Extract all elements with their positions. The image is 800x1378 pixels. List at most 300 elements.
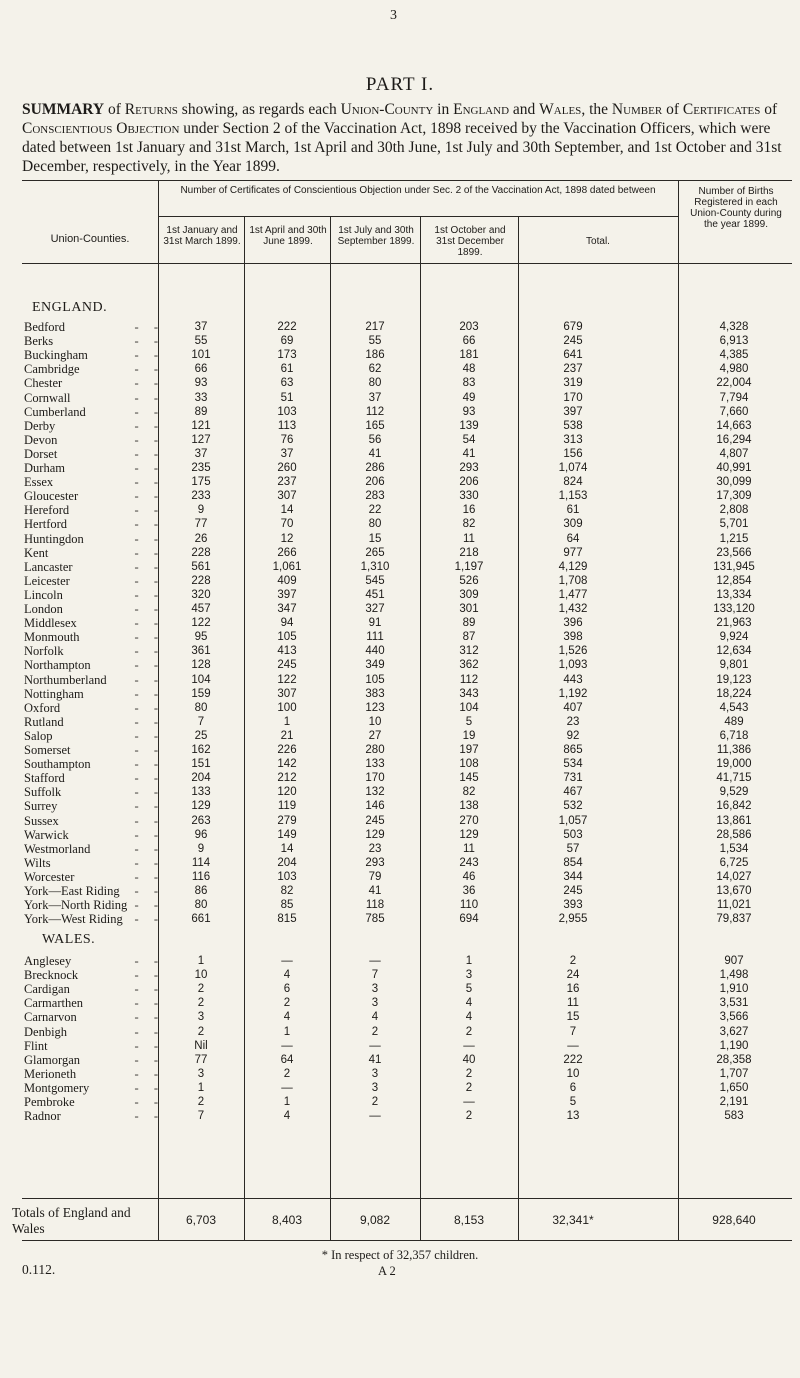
row-cell-births: 11,021: [716, 899, 752, 912]
row-cell-q3: 293: [365, 856, 385, 869]
row-cell-q1: 26: [194, 532, 208, 545]
row-cell-births: 17,309: [716, 490, 752, 503]
row-cell-births: 12,634: [716, 645, 752, 658]
row-cell-q1: 96: [194, 828, 208, 841]
row-cell-q3: 545: [365, 574, 385, 587]
row-leader-dashes: - -: [134, 320, 164, 334]
row-cell-q2: 94: [280, 617, 294, 630]
row-cell-q3: 785: [365, 913, 385, 926]
row-cell-births: 13,670: [716, 885, 752, 897]
row-cell-q4: 2: [465, 1067, 473, 1080]
row-cell-q4: 112: [459, 673, 479, 686]
row-leader-dashes: - -: [134, 446, 164, 461]
table-row: [22, 602, 792, 616]
row-union-county: York—West Riding: [24, 912, 123, 927]
row-cell-q3: 10: [368, 715, 382, 728]
row-cell-q1: 561: [191, 560, 211, 573]
row-cell-q1: 661: [191, 913, 211, 926]
row-leader-dashes: - -: [134, 362, 164, 377]
table-row: [22, 771, 792, 785]
row-cell-births: 4,328: [719, 321, 749, 333]
row-cell-births: 9,529: [719, 786, 749, 799]
row-leader-dashes: - -: [134, 954, 164, 968]
table-row: [22, 954, 792, 968]
row-cell-births: 9,924: [719, 631, 749, 644]
row-cell-q2: 37: [280, 447, 294, 460]
row-cell-q1: 2: [197, 1096, 205, 1108]
row-leader-dashes: - -: [134, 1066, 164, 1081]
row-cell-total: 1,153: [558, 490, 588, 503]
row-cell-total: 1,074: [558, 462, 588, 474]
row-cell-q2: 142: [277, 758, 297, 771]
row-leader-dashes: - -: [134, 348, 164, 363]
row-cell-q1: 2: [197, 1025, 205, 1038]
row-cell-births: 23,566: [716, 546, 752, 559]
row-cell-births: 9,801: [719, 659, 749, 672]
row-leader-dashes: - -: [134, 968, 164, 983]
row-cell-q3: 383: [365, 687, 385, 700]
row-cell-q1: 235: [191, 462, 211, 474]
row-cell-q2: 4: [283, 1110, 291, 1123]
row-cell-q3: 3: [371, 1067, 379, 1080]
row-leader-dashes: - -: [134, 517, 164, 532]
table-row: [22, 461, 792, 475]
table-row: [22, 870, 792, 884]
row-cell-births: 21,963: [716, 617, 752, 630]
row-cell-q1: 77: [194, 518, 208, 531]
row-leader-dashes: - -: [134, 644, 164, 659]
row-cell-total: 309: [563, 518, 583, 531]
row-cell-q3: 22: [368, 504, 382, 517]
row-cell-q3: 112: [365, 405, 385, 418]
row-cell-q2: 237: [277, 476, 297, 489]
row-leader-dashes: - -: [134, 602, 164, 616]
row-cell-q3: 132: [365, 786, 385, 799]
row-cell-total: 4,129: [558, 560, 588, 573]
row-cell-q3: 2: [371, 1096, 379, 1108]
summary-text-4: in: [433, 101, 454, 118]
row-cell-q4: 138: [459, 800, 479, 813]
row-cell-total: 344: [563, 870, 583, 883]
row-cell-q2: 1: [283, 1096, 291, 1108]
row-cell-q4: 40: [462, 1053, 476, 1066]
row-union-county: Hertford: [24, 517, 68, 532]
row-cell-q2: 279: [277, 814, 297, 827]
row-cell-q4: 694: [459, 913, 479, 926]
row-cell-q3: 41: [368, 1053, 382, 1066]
table-row: [22, 419, 792, 433]
row-cell-q3: 23: [368, 842, 382, 855]
row-cell-q2: 397: [277, 588, 297, 601]
row-leader-dashes: - -: [134, 982, 164, 997]
row-cell-total: 10: [566, 1067, 580, 1080]
row-cell-q1: 457: [191, 603, 211, 615]
row-union-county: Warwick: [24, 827, 69, 842]
row-union-county: Berks: [24, 334, 54, 349]
row-cell-q1: 89: [194, 405, 208, 418]
row-cell-q4: 93: [462, 405, 476, 418]
row-cell-q2: 260: [277, 462, 297, 474]
table-row: [22, 1067, 792, 1081]
row-cell-q2: 69: [280, 335, 294, 348]
row-leader-dashes: - -: [134, 1038, 164, 1053]
row-cell-q4: 82: [462, 786, 476, 799]
row-cell-total: 2: [569, 955, 577, 967]
row-cell-q4: 48: [462, 363, 476, 376]
row-cell-births: 7,794: [719, 391, 749, 404]
row-cell-births: 16,294: [716, 433, 752, 446]
summary-text-10: of: [662, 101, 683, 118]
table-row: [22, 560, 792, 574]
row-leader-dashes: - -: [134, 700, 164, 715]
header-group: Number of Certificates of Conscientious Objection under Sec. 2 of the Vaccination Act, 1898 dated between: [180, 185, 656, 196]
table-row: [22, 574, 792, 588]
totals-q2: 8,403: [271, 1213, 303, 1227]
row-cell-q4: 309: [459, 588, 479, 601]
row-cell-q4: 110: [459, 899, 479, 912]
row-cell-q3: 2: [371, 1025, 379, 1038]
row-union-county: Norfolk: [24, 644, 64, 659]
row-cell-births: 1,498: [719, 969, 749, 982]
row-cell-q4: 16: [462, 504, 476, 517]
row-cell-total: 1,057: [558, 814, 588, 827]
table-row: [22, 729, 792, 743]
row-cell-q3: 3: [371, 997, 379, 1010]
row-cell-q2: 120: [277, 786, 297, 799]
row-leader-dashes: - -: [134, 1024, 164, 1039]
table-row: [22, 757, 792, 771]
row-cell-q3: 105: [365, 673, 385, 686]
row-cell-q2: 103: [277, 870, 297, 883]
row-cell-q2: 85: [280, 899, 294, 912]
row-cell-q4: 87: [462, 631, 476, 644]
row-cell-births: 907: [724, 955, 744, 967]
row-cell-q3: 15: [368, 532, 382, 545]
table-row: [22, 1109, 792, 1123]
row-cell-births: 12,854: [716, 574, 752, 587]
row-cell-q1: 162: [191, 744, 211, 756]
row-cell-total: 1,093: [558, 659, 588, 672]
row-union-county: York—North Riding: [24, 898, 128, 913]
summary-lead: SUMMARY: [22, 101, 105, 118]
row-cell-q2: 1,061: [272, 560, 302, 573]
row-cell-q2: 21: [280, 729, 294, 742]
row-cell-total: 503: [563, 828, 583, 841]
row-cell-q4: 104: [459, 701, 479, 714]
row-union-county: Leicester: [24, 573, 70, 588]
row-cell-q1: 128: [191, 659, 211, 672]
row-cell-q3: 280: [365, 744, 385, 756]
row-cell-q2: 14: [280, 504, 294, 517]
row-cell-q1: 3: [197, 1011, 205, 1024]
row-cell-q2: 103: [277, 405, 297, 418]
row-cell-total: 16: [566, 983, 580, 996]
row-cell-q2: 1: [283, 715, 291, 728]
row-cell-q1: 114: [191, 856, 211, 869]
row-cell-q1: 361: [191, 645, 211, 658]
row-cell-q3: 123: [365, 701, 385, 714]
row-cell-q3: 27: [368, 729, 382, 742]
row-leader-dashes: - -: [134, 334, 164, 349]
row-cell-q2: 76: [280, 433, 294, 446]
table-row: [22, 405, 792, 419]
row-union-county: Lancaster: [24, 559, 73, 574]
row-cell-q4: 181: [459, 349, 479, 362]
row-cell-q1: 228: [191, 546, 211, 559]
table-row: [22, 884, 792, 898]
row-union-county: Devon: [24, 432, 58, 447]
row-union-county: Buckingham: [24, 348, 88, 363]
row-leader-dashes: - -: [134, 658, 164, 673]
row-cell-q3: 37: [368, 391, 382, 404]
row-cell-total: 237: [563, 363, 583, 376]
row-leader-dashes: - -: [134, 855, 164, 870]
row-cell-q2: —: [281, 1039, 293, 1052]
row-cell-q4: 301: [459, 603, 479, 615]
row-union-county: Nottingham: [24, 686, 84, 701]
row-union-county: Pembroke: [24, 1095, 75, 1109]
table-row: [22, 996, 792, 1010]
row-cell-q2: 266: [277, 546, 297, 559]
row-cell-births: 19,000: [716, 758, 752, 771]
row-union-county: Durham: [24, 461, 65, 475]
row-cell-q1: 66: [194, 363, 208, 376]
row-cell-births: 4,807: [719, 447, 749, 460]
table-row: [22, 785, 792, 799]
row-cell-q1: Nil: [194, 1039, 208, 1052]
row-cell-births: 14,027: [716, 870, 752, 883]
row-cell-q3: 245: [365, 814, 385, 827]
row-cell-births: 2,808: [719, 504, 749, 517]
row-cell-q2: —: [281, 955, 293, 967]
row-cell-births: 13,334: [716, 588, 752, 601]
row-leader-dashes: - -: [134, 1109, 164, 1124]
row-cell-q4: 129: [459, 828, 479, 841]
row-cell-births: 1,215: [719, 532, 749, 545]
row-union-county: Stafford: [24, 771, 65, 786]
row-cell-births: 4,980: [719, 363, 749, 376]
table-row: [22, 433, 792, 447]
totals-q4: 8,153: [453, 1213, 485, 1227]
table-row: [22, 687, 792, 701]
row-cell-total: 245: [563, 885, 583, 897]
row-cell-total: 57: [566, 842, 580, 855]
row-cell-q2: 173: [277, 349, 297, 362]
row-leader-dashes: - -: [134, 475, 164, 490]
row-cell-q3: 451: [365, 588, 385, 601]
row-cell-q3: —: [369, 1110, 381, 1123]
row-cell-q1: 7: [197, 1110, 205, 1123]
row-cell-total: 170: [563, 391, 583, 404]
row-leader-dashes: - -: [134, 587, 164, 602]
row-cell-total: 443: [563, 673, 583, 686]
table-row: [22, 447, 792, 461]
row-union-county: Southampton: [24, 757, 91, 772]
row-cell-births: 131,945: [713, 560, 755, 573]
row-cell-births: 6,718: [719, 729, 749, 742]
summary-text-13: Conscientious Objection: [22, 120, 180, 137]
row-union-county: Carmarthen: [24, 996, 84, 1011]
summary-text-1: Returns: [124, 101, 178, 118]
row-union-county: Brecknock: [24, 968, 79, 983]
totals-q3: 9,082: [359, 1213, 391, 1227]
row-cell-q2: 413: [277, 645, 297, 658]
row-cell-total: 1,432: [558, 603, 588, 615]
row-union-county: Chester: [24, 376, 63, 391]
row-cell-total: 64: [566, 532, 580, 545]
row-cell-q4: 49: [462, 391, 476, 404]
summary-paragraph: [22, 100, 782, 176]
row-cell-q3: 7: [371, 969, 379, 982]
row-cell-q2: 204: [277, 856, 297, 869]
row-cell-q1: 101: [191, 349, 211, 362]
row-cell-births: 41,715: [716, 772, 752, 785]
table-row: [22, 348, 792, 362]
section-wales: WALES.: [42, 932, 96, 947]
table-row: [22, 658, 792, 672]
row-cell-q3: 3: [371, 1081, 379, 1094]
row-cell-q2: 12: [280, 532, 294, 545]
row-union-county: Oxford: [24, 700, 61, 715]
row-cell-q1: 37: [194, 447, 208, 460]
table-row: [22, 1053, 792, 1067]
row-cell-total: 538: [563, 419, 583, 432]
row-cell-q2: 212: [277, 772, 297, 785]
row-cell-q2: 4: [283, 1011, 291, 1024]
row-leader-dashes: - -: [134, 714, 164, 729]
row-cell-q1: 86: [194, 885, 208, 897]
table-row: [22, 320, 792, 334]
row-cell-total: 679: [563, 321, 583, 333]
signature-right: A 2: [378, 1264, 396, 1278]
table-row: [22, 1081, 792, 1095]
row-leader-dashes: - -: [134, 785, 164, 800]
row-cell-q3: 41: [368, 885, 382, 897]
table-row: [22, 856, 792, 870]
table-row: [22, 489, 792, 503]
row-cell-q1: 104: [191, 673, 211, 686]
row-leader-dashes: - -: [134, 996, 164, 1011]
row-cell-q4: 82: [462, 518, 476, 531]
row-cell-q1: 80: [194, 701, 208, 714]
row-cell-births: 28,586: [716, 828, 752, 841]
row-cell-q4: 206: [459, 476, 479, 489]
row-cell-births: 489: [724, 715, 744, 728]
header-q2: 1st April and 30th June 1899.: [249, 225, 327, 247]
table-row: [22, 475, 792, 489]
row-cell-q4: 89: [462, 617, 476, 630]
row-cell-total: 467: [563, 786, 583, 799]
row-cell-total: 532: [563, 800, 583, 813]
row-cell-q3: 170: [365, 772, 385, 785]
row-leader-dashes: - -: [134, 432, 164, 447]
row-cell-total: 397: [563, 405, 583, 418]
row-cell-total: 1,708: [558, 574, 588, 587]
row-cell-q1: 127: [191, 433, 211, 446]
row-cell-q4: 526: [459, 574, 479, 587]
row-cell-q1: 204: [191, 772, 211, 785]
row-union-county: Dorset: [24, 446, 58, 461]
row-cell-total: 319: [563, 377, 583, 390]
row-cell-q1: 95: [194, 631, 208, 644]
summary-text-2: showing, as regards each: [177, 101, 341, 118]
row-cell-births: 5,701: [719, 518, 749, 531]
row-cell-q1: 77: [194, 1053, 208, 1066]
row-cell-q3: 118: [365, 899, 385, 912]
row-cell-q3: 165: [365, 419, 385, 432]
row-cell-q2: 815: [277, 913, 297, 926]
row-cell-q2: 64: [280, 1053, 294, 1066]
table-row: [22, 644, 792, 658]
row-cell-q1: 263: [191, 814, 211, 827]
table-row: [22, 898, 792, 912]
row-cell-q1: 133: [191, 786, 211, 799]
row-leader-dashes: - -: [134, 461, 164, 475]
row-cell-q2: 51: [280, 391, 294, 404]
row-cell-q4: —: [463, 1039, 475, 1052]
row-cell-births: 583: [724, 1110, 744, 1123]
table-row: [22, 532, 792, 546]
row-cell-q1: 3: [197, 1067, 205, 1080]
row-cell-births: 4,543: [719, 701, 749, 714]
row-cell-births: 19,123: [716, 673, 752, 686]
row-cell-total: 1,192: [558, 687, 588, 700]
table-row: [22, 799, 792, 813]
row-cell-q3: 327: [365, 603, 385, 615]
table-row: [22, 701, 792, 715]
row-cell-q3: —: [369, 1039, 381, 1052]
row-cell-q2: 119: [277, 800, 297, 813]
summary-text-14: under Section 2 of the Vaccination Act, 1898 received by the Vaccination Officers, which were dated between 1st January and 31st March, 1st April and 30th June, 1st July and 30th September, and 1st October and 31st December, respectively, in the Year 1899.: [22, 120, 782, 175]
row-union-county: Salop: [24, 728, 53, 743]
row-cell-q3: 217: [365, 321, 385, 333]
row-cell-q4: 54: [462, 433, 476, 446]
row-cell-q2: 149: [277, 828, 297, 841]
table-row: [22, 616, 792, 630]
summary-text-5: England: [453, 101, 510, 118]
row-union-county: Radnor: [24, 1109, 61, 1124]
row-cell-q4: 139: [459, 419, 479, 432]
totals-total: 32,341*: [552, 1213, 594, 1227]
row-cell-q2: 122: [277, 673, 297, 686]
row-cell-births: 16,842: [716, 800, 752, 813]
row-cell-q1: 33: [194, 391, 208, 404]
signature-left: 0.112.: [22, 1262, 56, 1277]
row-leader-dashes: - -: [134, 503, 164, 518]
header-q1: 1st January and 31st March 1899.: [163, 225, 241, 247]
row-union-county: Hereford: [24, 503, 70, 518]
row-union-county: Cornwall: [24, 390, 71, 405]
row-cell-q3: 4: [371, 1011, 379, 1024]
row-cell-total: 313: [563, 433, 583, 446]
row-cell-births: 22,004: [716, 377, 752, 390]
row-cell-total: —: [567, 1039, 579, 1052]
row-cell-total: 24: [566, 969, 580, 982]
row-cell-q4: 2: [465, 1025, 473, 1038]
row-cell-births: 1,190: [719, 1039, 749, 1052]
header-union-counties: Union-Counties.: [50, 233, 130, 245]
row-union-county: Glamorgan: [24, 1052, 81, 1067]
table-row: [22, 673, 792, 687]
row-union-county: Montgomery: [24, 1080, 90, 1095]
row-union-county: Anglesey: [24, 954, 72, 968]
row-union-county: Huntingdon: [24, 531, 84, 546]
row-cell-total: 731: [563, 772, 583, 785]
row-cell-births: 3,566: [719, 1011, 749, 1024]
row-union-county: Surrey: [24, 799, 58, 814]
table-bottom-rule: [22, 1240, 792, 1241]
row-union-county: Denbigh: [24, 1024, 68, 1039]
